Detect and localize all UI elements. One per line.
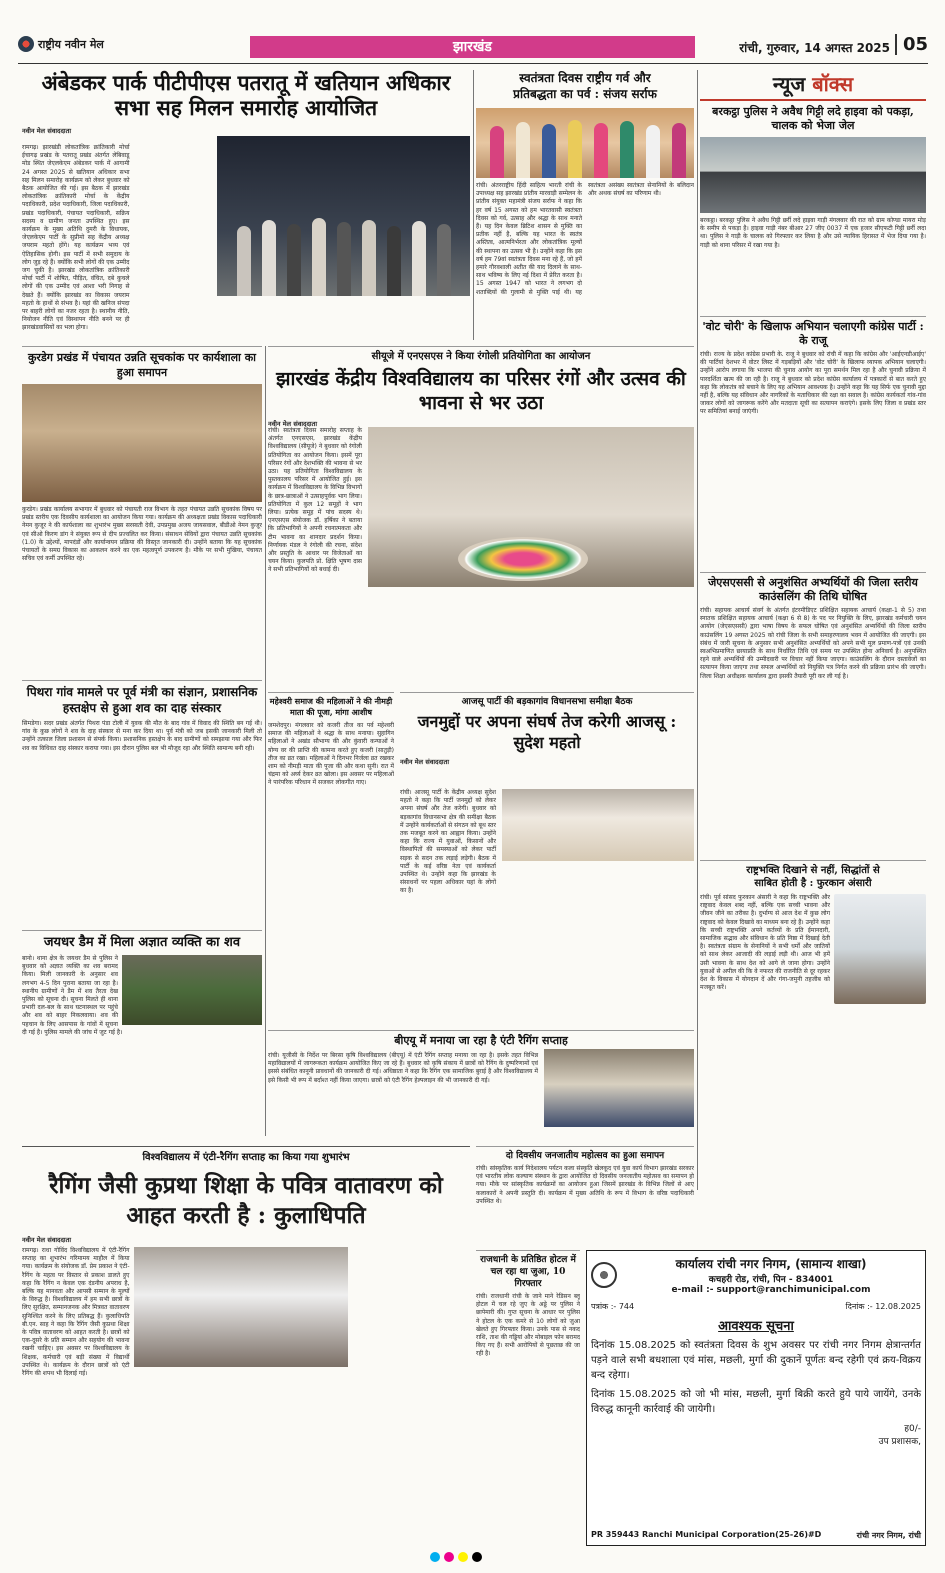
person-figure: [620, 121, 634, 178]
article-mahila: [268, 692, 394, 1030]
headline: बीएयू में मनाया जा रहा है एंटी रैगिंग सप्ताह: [394, 1034, 568, 1047]
headline: साबित होती है : फुरकान अंसारी: [754, 878, 872, 889]
article-tribal: [476, 1146, 694, 1246]
notice-signature: ह0/- उप प्रशासक,: [878, 1424, 921, 1447]
body-text: रांची। राजधानी रांची के जाने माने रेडिसन ब्लू होटल में चल रहे जुए के अड्डे पर पुलिस ने छापेमारी की। गुप्त सूचना के आधार पर पुलिस ने होटल के एक कमरे से 10 लोगों को जुआ खेलते हुए गिरफ्तार किया। उनके पास से नकद राशि, ताश की गड्डियां और मोबाइल फोन बरामद किए गए हैं। सभी आरोपियों से पूछताछ की जा रही है।: [476, 1293, 580, 1358]
rangoli-photo: [368, 427, 694, 587]
body-text: रामगढ़। राधा गोविंद विश्वविद्यालय में एंटी-रैगिंग सप्ताह का शुभारंभ गरिमामय माहौल में किया गया। कार्यक्रम के संयोजक डॉ. प्रेम प्रकाश ने एंटी-रैगिंग के महत्व पर विस्तार से प्रकाश डालते हुए कहा कि रैगिंग न केवल एक दंडनीय अपराध है, बल्कि यह मानवता और आपसी सम्मान के मूल्यों के विरुद्ध है। विश्वविद्यालय में हम सभी छात्रों के लिए सुरक्षित, सम्मानजनक और मित्रवत वातावरण सुनिश्चित करने के लिए प्रतिबद्ध हैं। कुलाधिपति बी.एन. साह ने कहा कि रैगिंग जैसी कुप्रथा शिक्षा के पवित्र वातावरण को आहत करती है। छात्रों को एक-दूसरे के प्रति सम्मान और सहयोग की भावना रखनी चाहिए। इस अवसर पर विश्वविद्यालय के शिक्षक, कर्मचारी एवं बड़ी संख्या में विद्यार्थी उपस्थित थे। कार्यक्रम के दौरान छात्रों को एंटी रैगिंग की शपथ भी दिलाई गई।: [22, 1247, 130, 1378]
dateline: रांची, गुरुवार, 14 अगस्त 2025: [739, 41, 890, 55]
body-text: रांची। अंतरराष्ट्रीय हिंदी साहित्य भारती रांची के उपाध्यक्ष सह झारखंड प्रांतीय मारवाड़ी सम्मेलन के प्रांतीय संयुक्त महामंत्री संजय सर्राफ ने कहा कि हर वर्ष 15 अगस्त को हम भारतवासी स्वतंत्रता दिवस को गर्व, उत्साह और श्रद्धा के साथ मनाते हैं। यह दिन केवल ब्रिटिश शासन से मुक्ति का प्रतीक नहीं है, बल्कि यह भारत के स्वतंत्र अस्तित्व, आत्मनिर्भरता और लोकतांत्रिक मूल्यों की स्थापना का उत्सव भी है। उन्होंने कहा कि इस वर्ष हम 79वां स्वतंत्रता दिवस मना रहे हैं, जो हमें हमारे गौरवशाली अतीत की याद दिलाने के साथ-साथ भविष्य के लिए नई दिशा में प्रेरित करता है। 15 अगस्त 1947 को भारत ने लगभग दो शताब्दियों की गुलामी से मुक्ति पाई थी। यह स्वतंत्रता असंख्य स्वतंत्रता सेनानियों के बलिदान और अथक संघर्ष का परिणाम थी।: [476, 182, 694, 296]
body-text: रामगढ़। झारखंडी लोकतांत्रिक क्रांतिकारी मोर्चा ईचागढ़ प्रखंड के पतरातू प्रखंड अंतर्गत लेबिवाडू मोड स्थित जेएलकेएम अंबेडकर पार्क में आगामी 24 अगस्त 2025 से खतियान अधिकार सभा सह मिलन समारोह कार्यक्रम को लेकर बुधवार को बैठक आयोजित की गई। इस बैठक में झारखंड लोकतांत्रिक क्रांतिकारी मोर्चा के केंद्रीय पदाधिकारी, प्रदेश पदाधिकारी, जिला पदाधिकारी, प्रखंड पदाधिकारी, पंचायत पदाधिकारी, सक्रिय सदस्य व ग्रामीण जनता उपस्थित हुए। इस कार्यक्रम के मुख्य अतिथि दुमरी के विधायक, जेएलकेएम पार्टी के सुप्रीमो सह केंद्रीय अध्यक्ष जयराम महतो होंगे। यह कार्यक्रम भव्य एवं ऐतिहासिक होगी। इस पार्टी में सभी समुदाय के लोग जुड़ रहे हैं। क्योंकि सभी लोगों की एक उम्मीद जग चुकी है। झारखंड लोकतांत्रिक क्रांतिकारी मोर्चा पार्टी में शोषित, पीड़ित, वंचित, दबे कुचले लोगों की एक उम्मीद एवं आशा भरी निगाह से देखते हैं। क्योंकि झारखंड का विकास जयराम महतो के हाथों से संभव है। यहां की खनिज संपदा पर बाहरी लोगों का नजर रहता है। स्थानीय नीति, नियोजन नीति एवं विस्थापन नीति बनने पर ही झारखंडवासियों का भला होगा।: [22, 144, 130, 332]
person-figure: [568, 120, 582, 178]
byline: नवीन मेल संवाददाता: [22, 1236, 71, 1244]
body-text: रांची। स्वतंत्रता दिवस समारोह सप्ताह के अंतर्गत एनएसएस, झारखंड केंद्रीय विश्वविद्यालय (सीयूजे) ने बुधवार को रंगोली प्रतियोगिता का आयोजन किया। इसमें पूरा परिसर रंगों और देशभक्ति की भावना से भर उठा। यह प्रतियोगिता विश्वविद्यालय के पुस्तकालय परिसर में आयोजित हुई। इस कार्यक्रम में विश्वविद्यालय के विभिन्न विभागों के छात्र-छात्राओं ने उत्साहपूर्वक भाग लिया। प्रतियोगिता में कुल 12 समूहों ने भाग लिया। प्रत्येक समूह में पांच सदस्य थे। एनएसएस संयोजक डॉ. हर्षिका ने बताया कि प्रतिभागियों ने अपनी रचनात्मकता और टीम भावना का शानदार प्रदर्शन किया। निर्णायक मंडल ने रंगोली की रचना, संदेश और प्रस्तुति के आधार पर विजेताओं का चयन किया। कुलपति प्रो. क्षिति भूषण दास ने सभी प्रतिभागियों को बधाई दी।: [268, 427, 362, 574]
notice-date: दिनांक :- 12.08.2025: [845, 1302, 921, 1311]
column-rule: [473, 70, 474, 340]
notice-pr: PR 359443 Ranchi Municipal Corporation(25-26)#D: [591, 1530, 822, 1539]
section-band: [250, 36, 695, 58]
kicker: विश्वविद्यालय में एंटी-रैगिंग सप्ताह का किया गया शुभारंभ: [142, 1152, 350, 1163]
person-figure: [594, 123, 608, 178]
notice-para2: दिनांक 15.08.2025 को जो भी मांस, मछली, मुर्गा बिक्री करते हुये पाये जायेंगे, उनके विरुद्ध कानूनी कार्रवाई की जायेगी।: [591, 1389, 921, 1415]
notice-office: कार्यालय रांची नगर निगम, (सामान्य शाखा): [675, 1257, 867, 1271]
headline: झारखंड केंद्रीय विश्वविद्यालय का परिसर रंगों और उत्सव की भावना से भर उठा: [276, 368, 686, 414]
body-text: रांची। पूर्व सांसद फुरकान अंसारी ने कहा कि राष्ट्रभक्ति और राष्ट्रवाद केवल शब्द नहीं, बल्कि एक सच्ची भावना और जीवन जीने का तरीका है। दुर्भाग्य से आज देश में कुछ लोग राष्ट्रवाद को केवल दिखावे का माध्यम बना रहे हैं। उन्होंने कहा कि सच्ची राष्ट्रभक्ति अपने कर्तव्यों के प्रति ईमानदारी, सामाजिक सद्भाव और संविधान के प्रति निष्ठा में दिखाई देती है। स्वतंत्रता संग्राम के सेनानियों ने सभी धर्मों और जातियों को साथ लेकर आजादी की लड़ाई लड़ी थी। आज भी हमें उसी भावना के साथ देश को आगे ले जाना होगा। उन्होंने युवाओं से अपील की कि वे नफरत की राजनीति से दूर रहकर देश के विकास में योगदान दें और गंगा-जमुनी तहजीब को मजबूत करें।: [700, 894, 830, 992]
news-box-title: न्यूज बॉक्स: [700, 70, 926, 101]
headline: दो दिवसीय जनजातीय महोत्सव का हुआ समापन: [505, 1151, 665, 1161]
byline: नवीन मेल संवाददाता: [22, 127, 71, 135]
paper-name: राष्ट्रीय नवीन मेल: [38, 37, 104, 51]
article-ajsu: [400, 692, 694, 960]
section-name: झारखंड: [453, 39, 492, 55]
scene-photo: [122, 955, 262, 1025]
person-figure: [490, 126, 504, 178]
body-text: जमशेदपुर। मंगलवार को कजरी तीज का पर्व महेश्वरी समाज की महिलाओं ने श्रद्धा के साथ मनाया। सुहागिन महिलाओं ने अखंड सौभाग्य की और कुंवारी कन्याओं ने योग्य वर की प्राप्ति की कामना करते हुए कजरी (सातुड़ी) तीज का व्रत रखा। महिलाओं ने दिनभर निर्जला व्रत रखकर शाम को नीमड़ी माता की पूजा की और कथा सुनी। रात में चंद्रमा को अर्घ्य देकर व्रत खोला। इस अवसर पर महिलाओं ने पारंपरिक परिधान में सजकर लोकगीत गाए।: [268, 722, 394, 787]
body-text: बानो। थाना क्षेत्र के जयधर डैम से पुलिस ने बुधवार को अज्ञात व्यक्ति का शव बरामद किया। मिली जानकारी के अनुसार शव लगभग 4-5 दिन पुराना बताया जा रहा है। स्थानीय ग्रामीणों ने डैम में शव तैरता देख पुलिस को सूचना दी। सूचना मिलते ही थाना प्रभारी दल-बल के साथ घटनास्थल पर पहुंचे और शव को बाहर निकलवाया। शव की पहचान के लिए आसपास के गांवों में सूचना दी गई है। पुलिस मामले की जांच में जुट गई है।: [22, 955, 123, 1036]
body-text: रांची। आजसू पार्टी के केंद्रीय अध्यक्ष सुदेश महतो ने कहा कि पार्टी जनमुद्दों को लेकर अपना संघर्ष और तेज करेगी। बुधवार को बड़कागांव विधानसभा क्षेत्र की समीक्षा बैठक में उन्होंने कार्यकर्ताओं से संगठन को बूथ स्तर तक मजबूत करने का आह्वान किया। उन्होंने कहा कि राज्य में युवाओं, किसानों और विस्थापितों की समस्याओं को लेकर पार्टी सड़क से सदन तक लड़ाई लड़ेगी। बैठक में पार्टी के कई वरिष्ठ नेता एवं कार्यकर्ता उपस्थित थे। उन्होंने कहा कि झारखंड के संसाधनों पर पहला अधिकार यहां के लोगों का है।: [400, 789, 496, 895]
rangoli-design: [458, 537, 588, 581]
person-figure: [542, 124, 556, 178]
article-jaydhar: [22, 930, 262, 1130]
paper-logo: [18, 36, 104, 52]
body-text: रांची। सांस्कृतिक कार्य निदेशालय पर्यटन कला संस्कृति खेलकूद एवं युवा कार्य विभाग झारखंड सरकार एवं भारतीय लोक कल्याण संस्थान के द्वारा आयोजित दो दिवसीय जनजातीय महोत्सव का समापन हो गया। मौके पर सांस्कृतिक कार्यक्रमों का आयोजन हुआ जिसमें झारखंड के विभिन्न जिलों से आए कलाकारों ने अपनी प्रस्तुति दी। कार्यक्रम में मुख्य अतिथि के रूप में विभाग के वरिष्ठ पदाधिकारी उपस्थित थे।: [476, 1165, 694, 1205]
headline: जनमुद्दों पर अपना संघर्ष तेज करेगी आजसू : सुदेश महतो: [417, 712, 677, 752]
article-gambling: [476, 1250, 580, 1546]
portrait-photo: [834, 894, 926, 1004]
kicker: आजसू पार्टी की बड़कागांव विधानसभा समीक्षा बैठक: [461, 697, 633, 707]
notice-sign-office: रांची नगर निगम, रांची: [856, 1531, 921, 1540]
headline: राजधानी के प्रतिष्ठित होटल में चल रहा था जुआ, 10 गिरफ्तार: [480, 1255, 576, 1289]
article-vote-chori: [700, 316, 926, 568]
person-figure: [672, 123, 686, 178]
logo-icon: [18, 36, 34, 52]
truck-photo: [700, 137, 926, 213]
notice-footer: [591, 1530, 921, 1541]
byline: नवीन मेल संवाददाता: [400, 758, 449, 766]
article-jssc: [700, 572, 926, 856]
students-photo: [544, 1049, 694, 1127]
headline: जेएसएससी से अनुशंसित अभ्यर्थियों की जिला स्तरीय काउंसलिंग की तिथि घोषित: [708, 576, 918, 603]
notice-address: कचहरी रोड, रांची, पिन - 834001: [708, 1275, 834, 1285]
headline: पिथरा गांव मामले पर पूर्व मंत्री का संज्ञान, प्रशासनिक हस्तक्षेप से हुआ शव का दाह संस्कार: [26, 685, 258, 715]
article-ragging: [22, 1146, 470, 1546]
article-central-university: [268, 346, 694, 690]
event-photo: [476, 108, 694, 178]
headline: कुरडेग प्रखंड में पंचायत उन्नति सूचकांक पर कार्यशाला का हुआ समापन: [27, 351, 257, 379]
body-text: रांची। सहायक आचार्य संवर्ग के अंतर्गत इंटरमीडिएट प्रशिक्षित सहायक आचार्य (कक्षा-1 से 5) तथा स्नातक प्रशिक्षित सहायक आचार्य (कक्षा 6 से 8) के पद पर नियुक्ति के लिए, झारखंड कर्मचारी चयन आयोग (जेएसएससी) द्वारा भाषा विषय के सफल घोषित एवं अनुशंसित अभ्यर्थियों की जिला स्तरीय काउंसलिंग 19 अगस्त 2025 को रांची जिला के सभी समाहरणालय भवन में आयोजित की जाएगी। इस संबंध में जारी सूचना के अनुसार सभी अनुशंसित अभ्यर्थियों को अपने सभी मूल प्रमाण-पत्रों एवं उनकी स्वअभिप्रमाणित छायाप्रति के साथ निर्धारित तिथि एवं समय पर उपस्थित होना अनिवार्य है। अनुपस्थित रहने वाले अभ्यर्थियों की उम्मीदवारी पर विचार नहीं किया जाएगा। काउंसलिंग के दौरान दस्तावेजों का सत्यापन किया जाएगा तथा सफल अभ्यर्थियों को नियुक्ति पत्र निर्गत करने की प्रक्रिया प्रारंभ की जाएगी। जिला शिक्षा अधीक्षक कार्यालय द्वारा इसकी तैयारी पूरी कर ली गई है।: [700, 607, 926, 680]
workshop-photo: [22, 384, 262, 502]
meeting-photo: [502, 789, 694, 861]
kicker: राष्ट्रभक्ति दिखाने से नहीं, सिद्धांतों से: [746, 865, 880, 876]
headline: अंबेडकर पार्क पीटीपीएस पतरातू में खतियान अधिकार सभा सह मिलन समारोह आयोजित: [41, 70, 451, 120]
body-text: सिमडेगा। सदर प्रखंड अंतर्गत पिथरा पंडा टोली में युवक की मौत के बाद गांव में विवाद की स्थिति बन गई थी। गांव के कुछ लोगों ने शव के दाह संस्कार से मना कर दिया था। पूर्व मंत्री को जब इसकी जानकारी मिली तो उन्होंने तत्काल जिला प्रशासन से संपर्क किया। प्रशासनिक हस्तक्षेप के बाद ग्रामीणों को समझाया गया और फिर शव का विधिवत दाह संस्कार कराया गया। इस दौरान पुलिस बल भी मौजूद रहा और स्थिति सामान्य बनी रही।: [22, 720, 262, 752]
news-box: [700, 70, 926, 310]
byline: नवीन मेल संवाददाता: [268, 420, 317, 428]
column-rule: [265, 346, 266, 1136]
article-ambedkar: [22, 70, 470, 340]
headline: प्रतिबद्धता का पर्व : संजय सर्राफ: [513, 87, 657, 101]
headline: 'वोट चोरी' के खिलाफ अभियान चलाएगी कांग्रेस पार्टी : के राजू: [702, 320, 924, 347]
kicker: सीयूजे में एनएसएस ने किया रंगोली प्रतियोगिता का आयोजन: [371, 351, 591, 362]
emblem-icon: [591, 1262, 617, 1288]
notice-title: आवश्यक सूचना: [718, 1319, 794, 1334]
kicker: स्वतंत्रता दिवस राष्ट्रीय गर्व और: [519, 71, 651, 85]
municipal-notice: [586, 1250, 926, 1546]
color-registration-marks: [430, 1552, 482, 1562]
headline: बरकट्ठा पुलिस ने अवैध गिट्टी लदे हाइवा को पकड़ा, चालक को भेजा जेल: [712, 105, 914, 132]
article-independence-day: [476, 70, 694, 310]
column-rule: [697, 70, 698, 1190]
notice-ref-row: [591, 1301, 921, 1312]
notice-para1: दिनांक 15.08.2025 को स्वतंत्रता दिवस के शुभ अवसर पर रांची नगर निगम क्षेत्रान्तर्गत पड़ने वाले सभी बधशाला एवं मांस, मछली, मुर्गा की दुकानें पूर्णतः बन्द रहेगी एवं क्रय-विक्रय बन्द रहेगा।: [591, 1340, 921, 1381]
article-bau-ragging: [268, 1030, 694, 1142]
body-text: कुरडेग। प्रखंड कार्यालय सभागार में बुधवार को पंचायती राज विभाग के तहत पंचायत उन्नति सूचकांक विषय पर प्रखंड स्तरीय एक दिवसीय कार्यशाला का आयोजन किया गया। कार्यक्रम की अध्यक्षता प्रखंड विकास पदाधिकारी नेमन कुजूर ने की कार्यशाला का शुभारंभ मुख्य सरस्वती देवी, उपप्रमुख अजय जायसवाल, बीडीओ नेमन कुजूर एवं सीओ किरण डांग ने संयुक्त रूप से दीप प्रज्वलित कर किया। संसाधन सेवियों द्वारा पंचायत उन्नति सूचकांक (1.0) के उद्देश्यों, मापदंडों और कार्यान्वयन प्रक्रिया की विस्तृत जानकारी दी। उन्होंने बताया कि यह सूचकांक पंचायतों के समग्र विकास का आकलन करने का एक महत्वपूर्ण उपकरण है। मौके पर सभी मुखिया, पंचायत सचिव एवं कर्मी उपस्थित रहे।: [22, 506, 262, 563]
article-furkan: [700, 860, 926, 1192]
person-figure: [516, 122, 530, 178]
person-figure: [646, 125, 660, 178]
article-kuredag: [22, 346, 262, 676]
page-number: 05: [895, 34, 928, 55]
masthead: [18, 30, 928, 64]
body-text: रांची। राज्य के प्रदेश कांग्रेस प्रभारी के. राजू ने बुधवार को रांची में कहा कि कांग्रेस और 'आईएनडीआईए' की पार्टियां देशभर में वोटर लिस्ट में गड़बड़ियों और 'वोट चोरी' के खिलाफ व्यापक अभियान चलाएगी। उन्होंने आरोप लगाया कि भाजपा की चुनाव आयोग का पूरा समर्थन मिल रहा है और चुनावी प्रक्रिया में पारदर्शिता खत्म की जा रही है। राजू ने बुधवार को प्रदेश कांग्रेस कार्यालय में पत्रकारों से बात करते हुए कहा कि लोकतंत्र को बचाने के लिए यह अभियान आवश्यक है। उन्होंने कहा कि यह सिर्फ एक चुनावी मुद्दा नहीं है, बल्कि यह संविधान और नागरिकों के मताधिकार की रक्षा का सवाल है। कांग्रेस कार्यकर्ता गांव-गांव जाकर लोगों को जागरूक करेंगे और मतदाता सूची का सत्यापन कराएंगे। इसके लिए जिला व प्रखंड स्तर पर समितियां बनाई जाएंगी।: [700, 351, 926, 416]
body-text: बरकट्ठा। बरकट्ठा पुलिस ने अवैध गिट्टी छर्री लदे हाइवा गाड़ी मंगलवार की रात को ग्राम कोण्डा मायरा मोड़ के समीप से पकड़ा है। हाइवा गाड़ी नंबर बीआर 27 जीए 0037 में एक हजार सीएफटी गिट्टी छर्री लदा था। पुलिस ने गाड़ी के चालक को गिरफ्तार कर लिया है और उसे न्यायिक हिरासत में भेज दिया गया है। गाड़ी को थाना परिसर में रखा गया है।: [700, 217, 926, 249]
headline: जयधर डैम में मिला अज्ञात व्यक्ति का शव: [43, 935, 241, 950]
notice-email: e-mail :- support@ranchimunicipal.com: [671, 1285, 871, 1295]
article-pithra: [22, 680, 262, 928]
notice-header: [591, 1255, 921, 1295]
headline: रैगिंग जैसी कुप्रथा शिक्षा के पवित्र वातावरण को आहत करती है : कुलाधिपति: [49, 1172, 443, 1229]
body-text: रांची। यूजीसी के निर्देश पर बिरसा कृषि विश्वविद्यालय (बीएयू) में एंटी रैगिंग सप्ताह मनाया जा रहा है। इसके तहत विभिन्न महाविद्यालयों में जागरूकता कार्यक्रम आयोजित किए जा रहे हैं। बुधवार को कृषि संकाय में छात्रों को रैगिंग के दुष्परिणामों एवं इससे संबंधित कानूनी प्रावधानों की जानकारी दी गई। अधिष्ठाता ने कहा कि रैगिंग एक सामाजिक बुराई है और विश्वविद्यालय में इसे किसी भी रूप में बर्दाश्त नहीं किया जाएगा। छात्रों को एंटी रैगिंग हेल्पलाइन की भी जानकारी दी गई।: [268, 1052, 538, 1084]
headline: महेश्वरी समाज की महिलाओं ने की नीमड़ी माता की पूजा, मांगा आशीष: [269, 696, 393, 717]
notice-patrank: पत्रांक :- 744: [591, 1302, 635, 1311]
